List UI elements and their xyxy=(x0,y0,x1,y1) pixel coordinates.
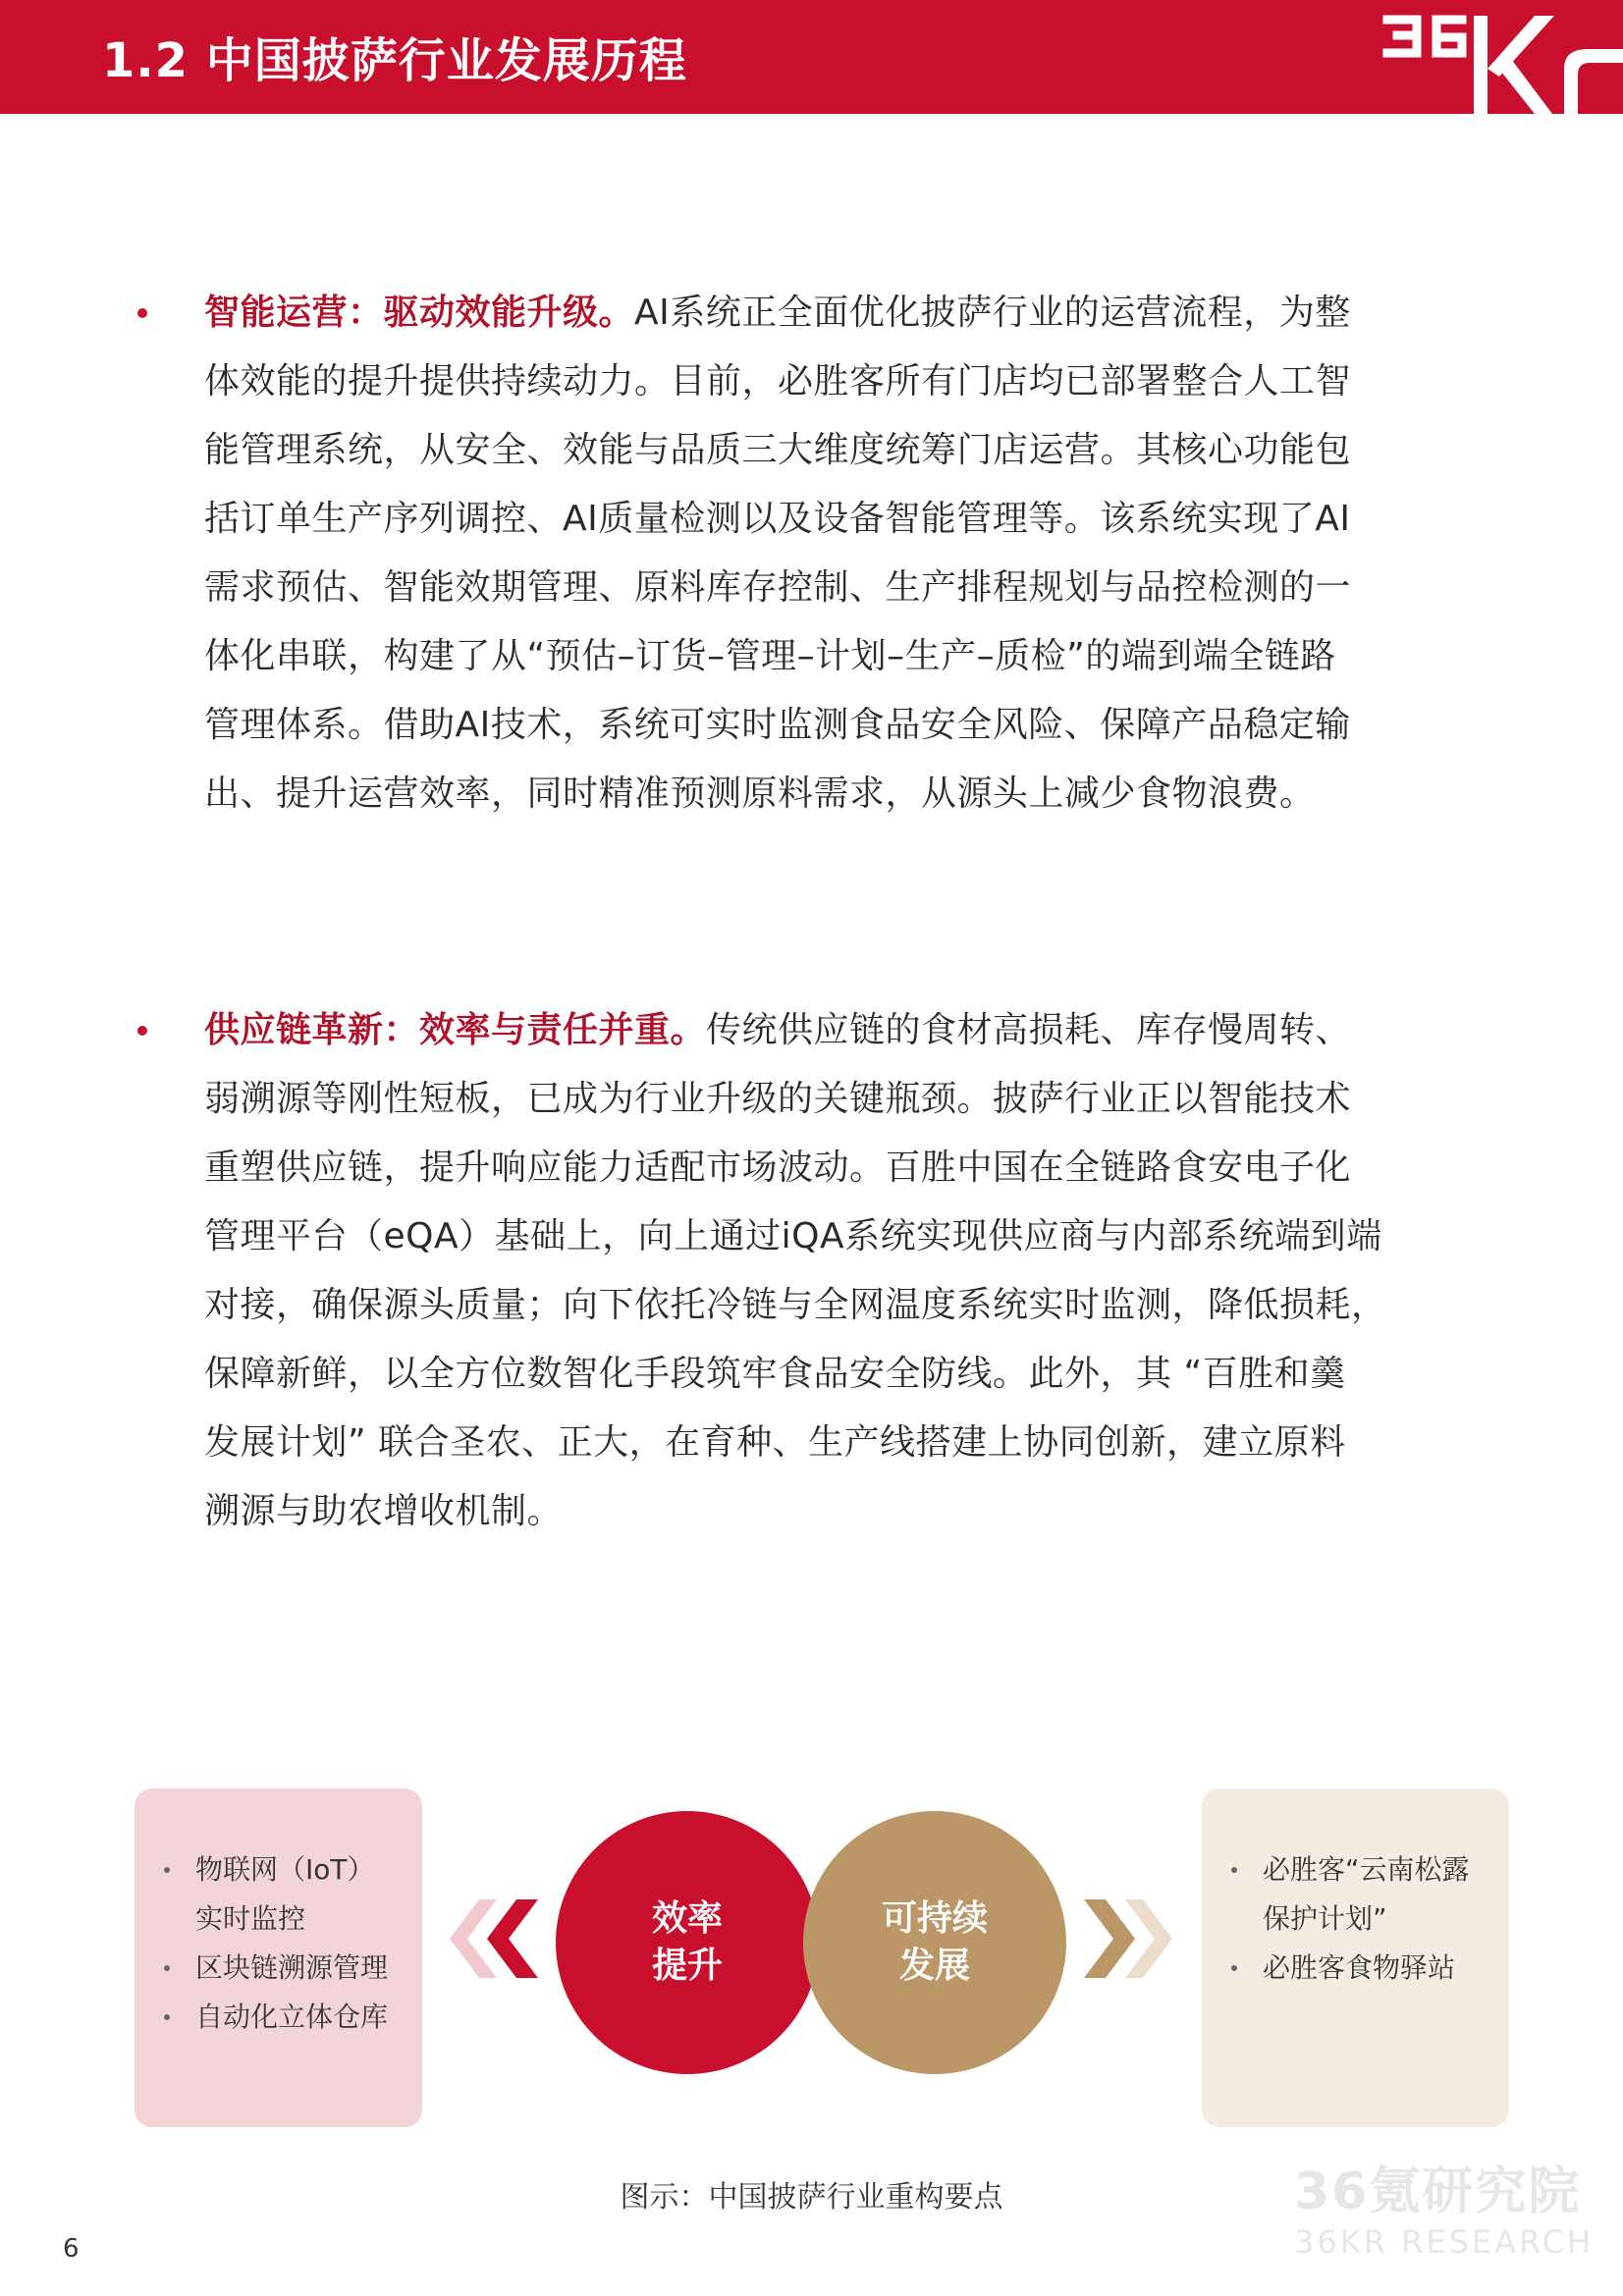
initiatives-panel xyxy=(1202,1789,1509,2127)
text-line: 传统供应链的食材高损耗、库存慢周转、 xyxy=(706,1010,1352,1050)
list-item: 区块链溯源管理 xyxy=(158,1944,388,1993)
text-line: 重塑供应链，提升响应能力适配市场波动。百胜中国在全链路食安电子化 xyxy=(204,1148,1352,1188)
circle-label-line: 效率 xyxy=(651,1898,723,1939)
initiatives-list xyxy=(1225,1845,1470,1993)
36kr-logo xyxy=(1378,0,1623,114)
list-item-continuation: 实时监控 xyxy=(195,1902,306,1935)
text-line: 括订单生产序列调控、AI质量检测以及设备智能管理等。该系统实现了AI xyxy=(204,499,1351,539)
circle-label-line: 发展 xyxy=(898,1946,970,1986)
chevron-left-icon xyxy=(440,1895,548,1983)
bullet-dot-icon xyxy=(137,1026,147,1036)
text-line: 弱溯源等刚性短板，已成为行业升级的关键瓶颈。披萨行业正以智能技术 xyxy=(204,1079,1352,1119)
text-line: 溯源与助农增收机制。 xyxy=(204,1491,564,1531)
tech-list-panel xyxy=(135,1789,422,2127)
text-line: 体化串联，构建了从“预估–订货–管理–计划–生产–质检”的端到端全链路 xyxy=(204,636,1336,676)
watermark-cn: 36氪研究院 xyxy=(1294,2163,1582,2221)
efficiency-circle xyxy=(556,1811,819,2074)
circle-label-line: 可持续 xyxy=(881,1898,988,1939)
bullet-text xyxy=(204,996,1492,1546)
bullet-text xyxy=(204,279,1492,828)
bullet-smart-operations xyxy=(137,279,1492,828)
text-line: 需求预估、智能效期管理、原料库存控制、生产排程规划与品控检测的一 xyxy=(204,567,1352,608)
text-line: 体效能的提升提供持续动力。目前，必胜客所有门店均已部署整合人工智 xyxy=(204,361,1352,401)
tech-list xyxy=(158,1845,388,2042)
circle-label xyxy=(866,1896,1003,1990)
watermark-en: 36KR RESEARCH xyxy=(1294,2223,1595,2261)
watermark xyxy=(1294,2162,1594,2262)
figure-caption: 图示：中国披萨行业重构要点 xyxy=(620,2180,1003,2215)
chevron-right-icon xyxy=(1074,1895,1182,1983)
bullet-dot-icon xyxy=(137,308,147,318)
text-line: 发展计划” 联合圣农、正大，在育种、生产线搭建上协同创新，建立原料 xyxy=(204,1422,1346,1463)
list-item: 必胜客“云南松露 xyxy=(1225,1845,1470,1895)
bullet-lead: 供应链革新：效率与责任并重。 xyxy=(204,1010,707,1050)
text-line: 管理平台（eQA）基础上，向上通过iQA系统实现供应商与内部系统端到端 xyxy=(204,1216,1382,1256)
bullet-supply-chain xyxy=(137,996,1492,1546)
text-line: 管理体系。借助AI技术，系统可实时监测食品安全风险、保障产品稳定输 xyxy=(204,705,1351,745)
list-item-continuation: 保护计划” xyxy=(1263,1902,1387,1935)
header-bar xyxy=(0,0,1623,114)
list-item: 自动化立体仓库 xyxy=(158,1993,388,2042)
bullet-lead: 智能运营：驱动效能升级。 xyxy=(204,293,635,333)
text-line: 能管理系统，从安全、效能与品质三大维度统筹门店运营。其核心功能包 xyxy=(204,430,1352,470)
list-item: 物联网（IoT） xyxy=(158,1845,388,1895)
text-line: 保障新鲜，以全方位数智化手段筑牢食品安全防线。此外，其 “百胜和羹 xyxy=(204,1354,1346,1394)
circle-label-line: 提升 xyxy=(651,1946,723,1986)
page-number: 6 xyxy=(63,2234,80,2264)
circle-label xyxy=(619,1896,756,1990)
page-title: 1.2 中国披萨行业发展历程 xyxy=(102,33,687,88)
text-line: AI系统正全面优化披萨行业的运营流程，为整 xyxy=(634,293,1351,333)
text-line: 出、提升运营效率，同时精准预测原料需求，从源头上减少食物浪费。 xyxy=(204,774,1316,814)
text-line: 对接，确保源头质量；向下依托冷链与全网温度系统实时监测，降低损耗， xyxy=(204,1285,1387,1325)
list-item: 必胜客食物驿站 xyxy=(1225,1944,1470,1993)
sustainability-circle xyxy=(803,1811,1066,2074)
